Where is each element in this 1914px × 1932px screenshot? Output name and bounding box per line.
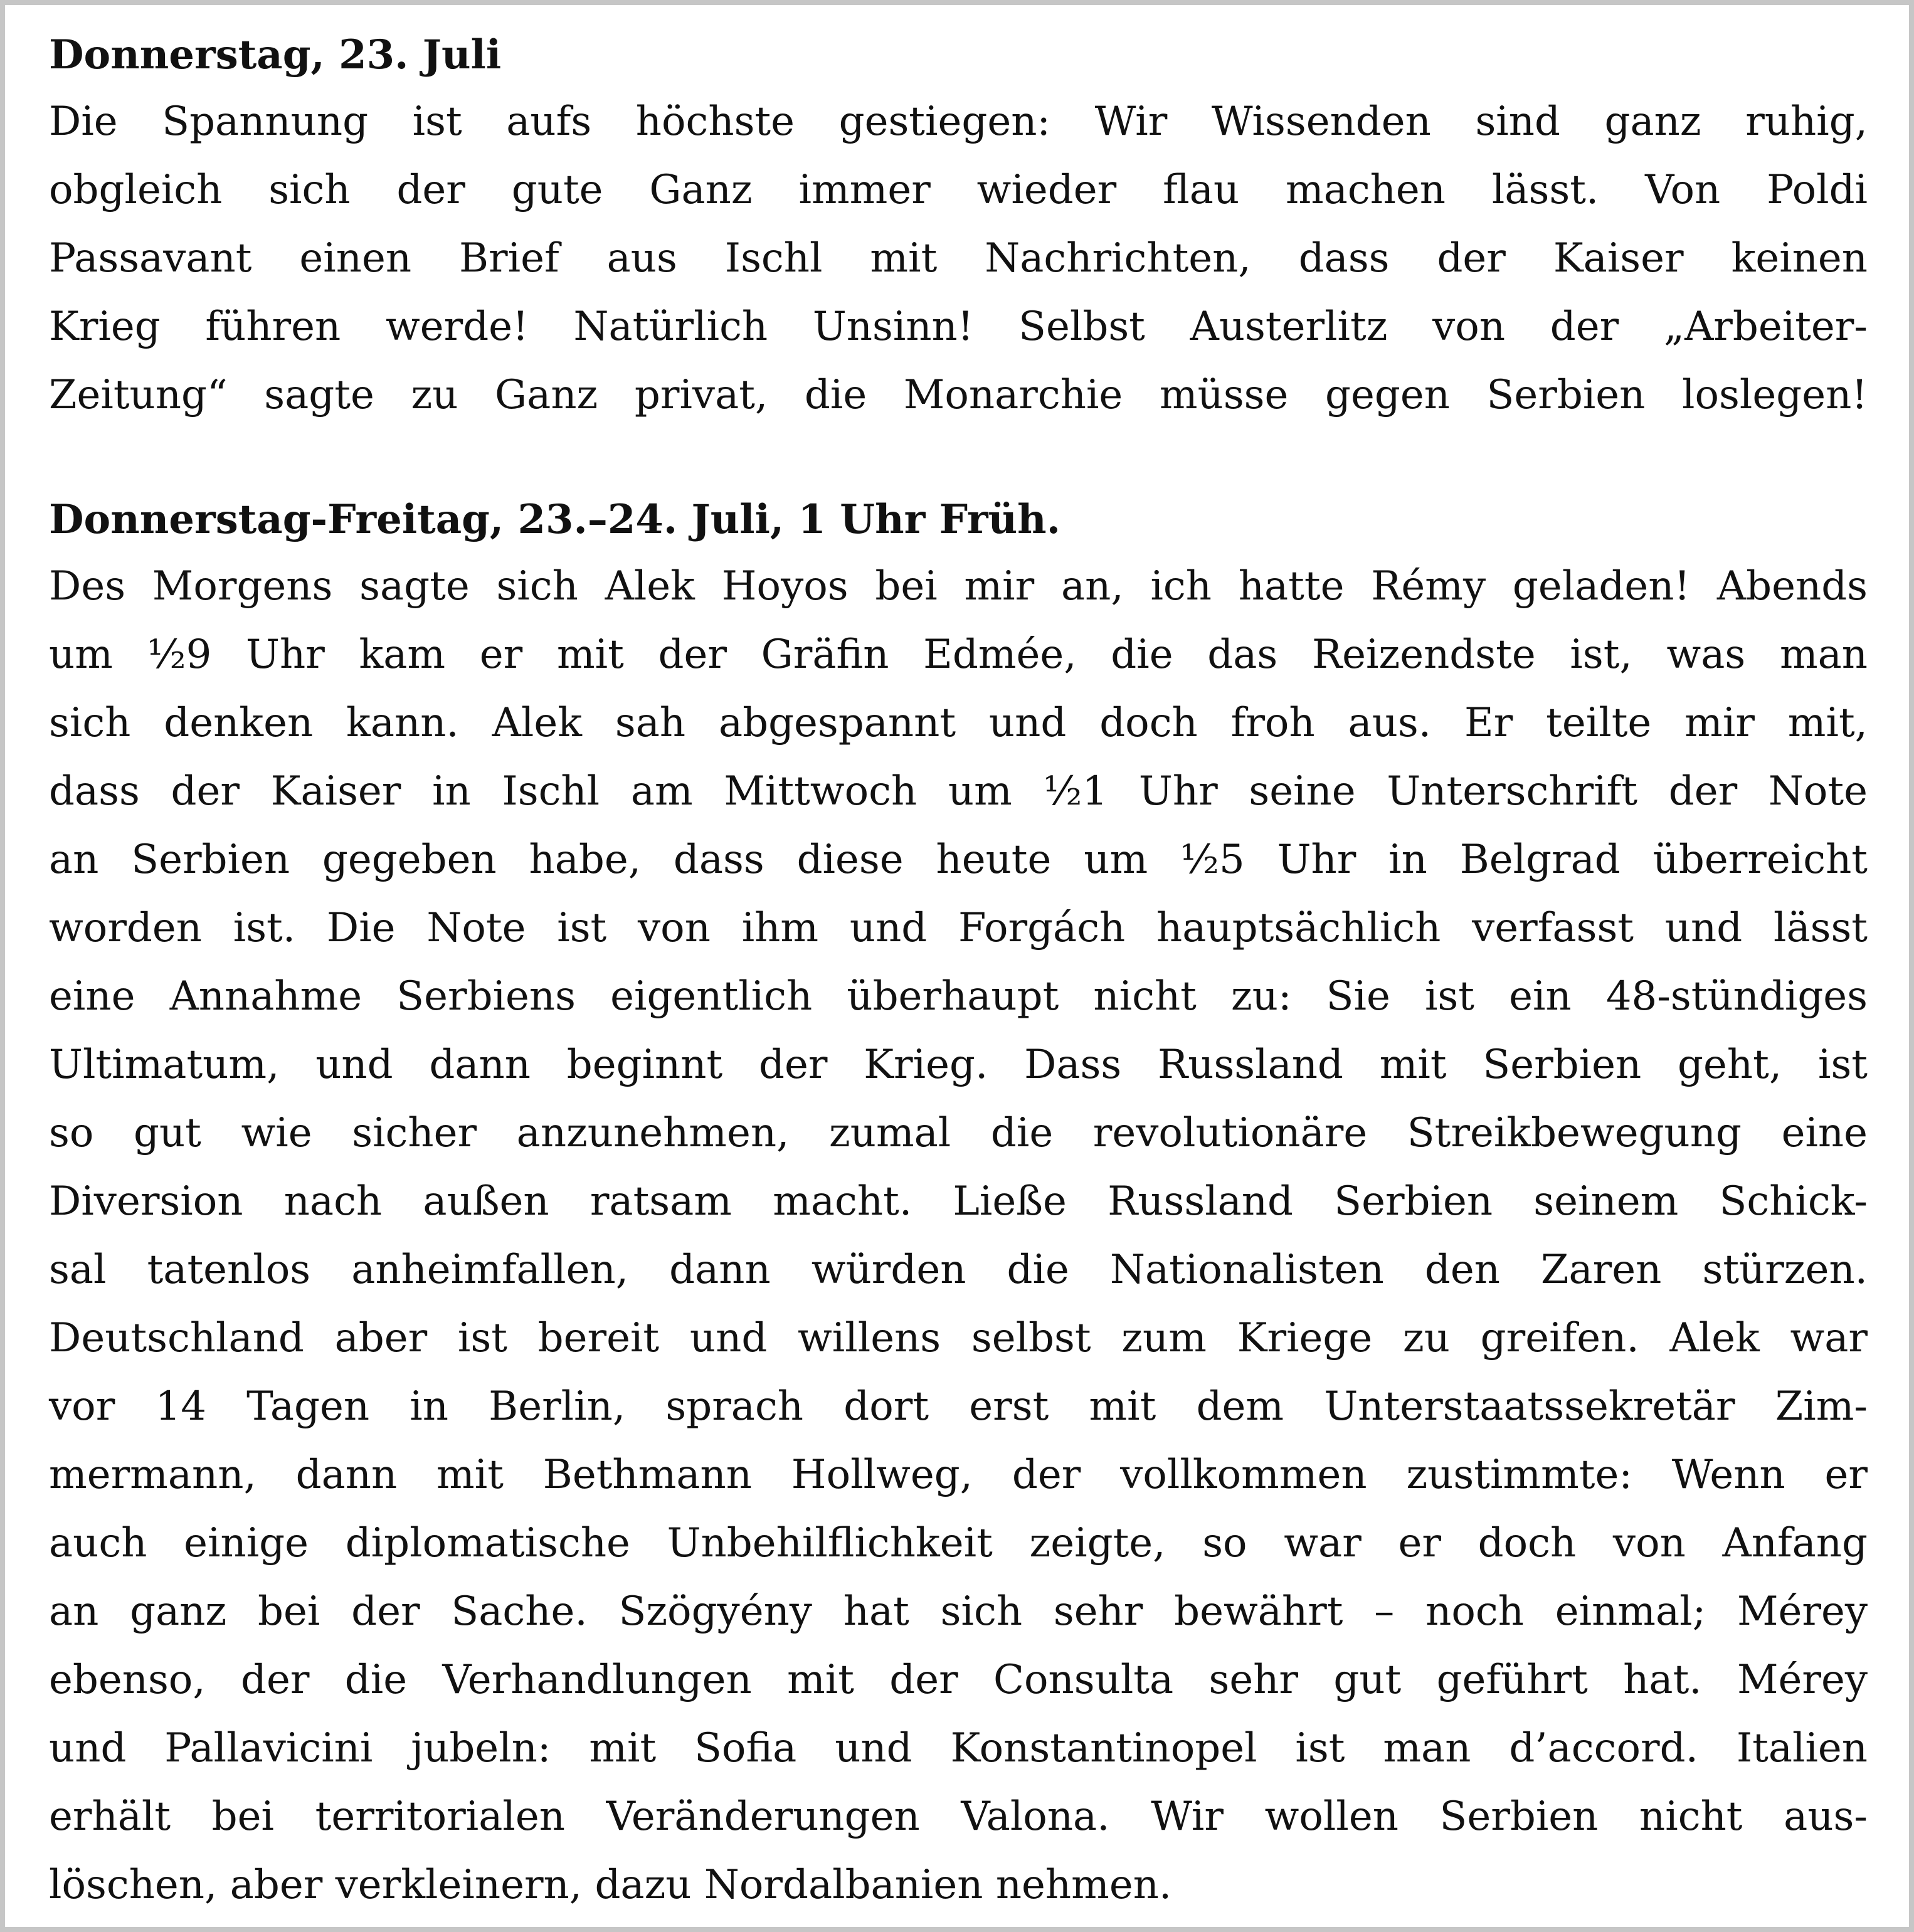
- text-line: an Serbien gegeben habe, dass diese heute um ½5 Uhr in Belgrad überreicht: [49, 837, 1868, 883]
- document-body: [49, 23, 1868, 1919]
- text-line: obgleich sich der gute Ganz immer wieder flau machen lässt. Von Poldi: [49, 167, 1868, 213]
- text-line: Passavant einen Brief aus Ischl mit Nachrichten, dass der Kaiser keinen: [49, 235, 1868, 282]
- text-line: ebenso, der die Verhandlungen mit der Consulta sehr gut geführt hat. Mérey: [49, 1657, 1868, 1703]
- text-line: Ultimatum, und dann beginnt der Krieg. Dass Russland mit Serbien geht, ist: [49, 1042, 1868, 1088]
- text-line: löschen, aber verkleinern, dazu Nordalbanien nehmen.: [49, 1862, 1172, 1908]
- text-line: an ganz bei der Sache. Szögyény hat sich sehr bewährt – noch einmal; Mérey: [49, 1588, 1868, 1635]
- text-line: mermann, dann mit Bethmann Hollweg, der vollkommen zustimmte: Wenn er: [49, 1452, 1868, 1498]
- entry-heading: Donnerstag-Freitag, 23.–24. Juli, 1 Uhr Früh.: [49, 496, 1060, 543]
- diary-entry: [49, 487, 1868, 1919]
- text-line: Des Morgens sagte sich Alek Hoyos bei mir an, ich hatte Rémy geladen! Abends: [49, 563, 1868, 610]
- text-line: um ½9 Uhr kam er mit der Gräfin Edmée, die das Reizendste ist, was man: [49, 631, 1868, 678]
- paragraph-gap: [49, 430, 1868, 487]
- text-line: eine Annahme Serbiens eigentlich überhaupt nicht zu: Sie ist ein 48-stündiges: [49, 973, 1868, 1020]
- text-line: Zeitung“ sagte zu Ganz privat, die Monarchie müsse gegen Serbien loslegen!: [49, 372, 1868, 418]
- text-line: Deutschland aber ist bereit und willens selbst zum Kriege zu greifen. Alek war: [49, 1315, 1868, 1361]
- text-line: sich denken kann. Alek sah abgespannt und doch froh aus. Er teilte mir mit,: [49, 700, 1868, 746]
- text-line: Diversion nach außen ratsam macht. Ließe Russland Serbien seinem Schick-: [49, 1178, 1868, 1225]
- text-line: dass der Kaiser in Ischl am Mittwoch um ½1 Uhr seine Unterschrift der Note: [49, 768, 1868, 815]
- text-line: sal tatenlos anheimfallen, dann würden die Nationalisten den Zaren stürzen.: [49, 1247, 1868, 1293]
- text-line: Die Spannung ist aufs höchste gestiegen: Wir Wissenden sind ganz ruhig,: [49, 98, 1868, 145]
- text-line: vor 14 Tagen in Berlin, sprach dort erst mit dem Unterstaatssekretär Zim-: [49, 1383, 1868, 1430]
- text-line: so gut wie sicher anzunehmen, zumal die revolutionäre Streikbewegung eine: [49, 1110, 1868, 1156]
- text-line: worden ist. Die Note ist von ihm und Forgách hauptsächlich verfasst und lässt: [49, 905, 1868, 951]
- text-line: Krieg führen werde! Natürlich Unsinn! Selbst Austerlitz von der „Arbeiter-: [49, 304, 1868, 350]
- text-line: und Pallavicini jubeln: mit Sofia und Konstantinopel ist man d’accord. Italien: [49, 1725, 1868, 1771]
- diary-entry: [49, 23, 1868, 430]
- text-line: auch einige diplomatische Unbehilflichkeit zeigte, so war er doch von Anfang: [49, 1520, 1868, 1566]
- text-line: erhält bei territorialen Veränderungen Valona. Wir wollen Serbien nicht aus-: [49, 1793, 1868, 1840]
- entry-heading: Donnerstag, 23. Juli: [49, 31, 502, 78]
